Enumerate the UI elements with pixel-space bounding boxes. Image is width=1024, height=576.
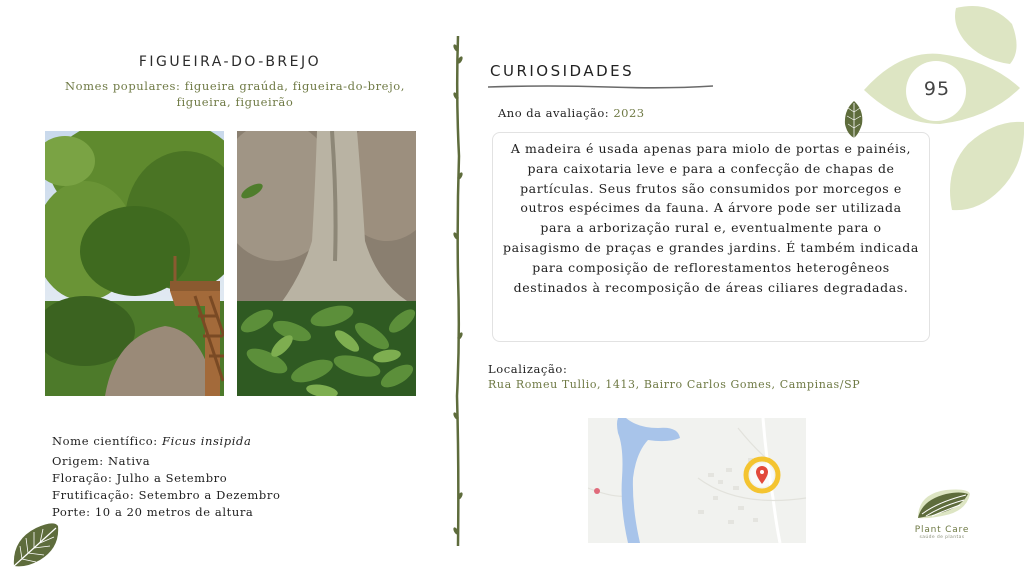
plant-details	[52, 433, 281, 521]
logo-leaf-icon	[912, 486, 972, 520]
location-label: Localização:	[488, 362, 568, 376]
title-underline	[488, 84, 713, 90]
page-number: 95	[923, 78, 951, 100]
popular-names: Nomes populares: figueira graúda, figueira-do-brejo, figueira, figueirão	[64, 79, 406, 109]
plant-title: FIGUEIRA-DO-BREJO	[138, 54, 322, 70]
tree-photo	[45, 131, 224, 396]
curiosities-title: CURIOSIDADES	[490, 62, 635, 80]
curiosities-text: A madeira é usada apenas para miolo de portas e painéis, para caixotaria leve e para a confecção de chapas de partículas. Seus frutos são consumidos por morcegos e outros espécimes da fauna. A árvore pode ser utilizada para a arborização rural e, eventualmente para o paisagismo de praças e grandes jardins. É também indicada para composição de reflorestamentos heterogêneos destinados à recomposição de áreas ciliares degradadas.	[492, 132, 930, 342]
evaluation-year	[498, 106, 645, 120]
origin: Origem: Nativa	[52, 454, 151, 468]
scientific-name	[52, 433, 281, 450]
scientific-name-value: Ficus insipida	[162, 434, 252, 448]
decorative-leaves	[860, 0, 1024, 230]
size: Porte: 10 a 20 metros de altura	[52, 505, 254, 519]
location-map[interactable]	[588, 418, 806, 543]
fruiting: Frutificação: Setembro a Dezembro	[52, 488, 281, 502]
brand-name: Plant Care	[914, 525, 970, 535]
evaluation-year-value: 2023	[613, 106, 645, 120]
leaf-icon	[10, 522, 60, 570]
leaf-icon	[842, 100, 866, 140]
trunk-photo	[237, 131, 416, 396]
flowering: Floração: Julho a Setembro	[52, 471, 228, 485]
brand-tagline: saúde de plantas	[919, 535, 965, 540]
evaluation-year-label: Ano da avaliação:	[498, 106, 610, 120]
scientific-name-label: Nome científico:	[52, 434, 158, 448]
location-address: Rua Romeu Tullio, 1413, Bairro Carlos Gomes, Campinas/SP	[488, 378, 861, 391]
brand-logo	[904, 486, 980, 540]
column-divider	[452, 36, 464, 546]
